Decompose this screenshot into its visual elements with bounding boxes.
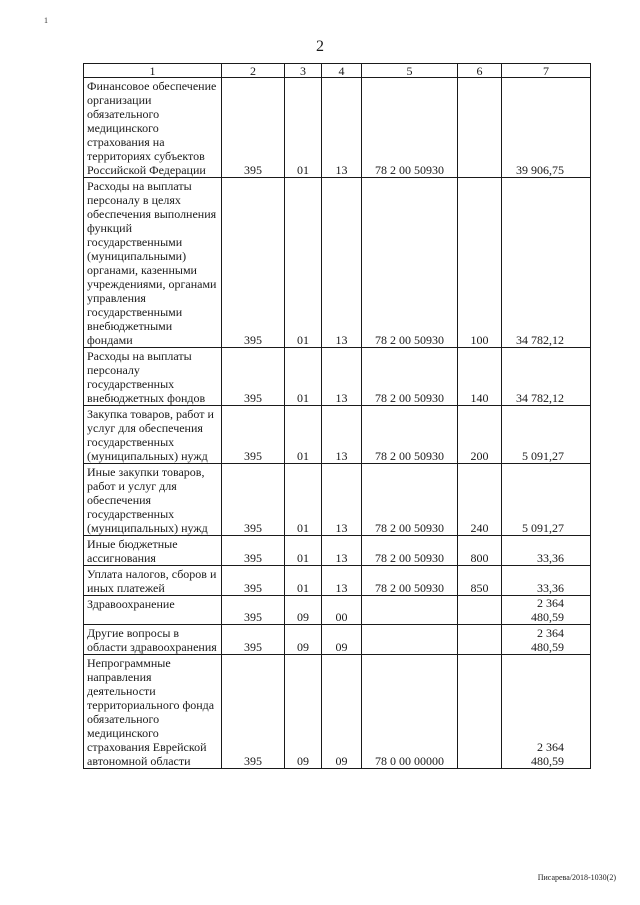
table-row: [84, 536, 591, 566]
expense-type-code: [458, 625, 502, 655]
admin-code: 395: [222, 536, 285, 566]
target-article-code: [362, 625, 458, 655]
amount: 34 782,12: [502, 178, 591, 348]
row-name: Расходы на выплаты персоналу государственных внебюджетных фондов: [84, 348, 222, 406]
table-row: [84, 406, 591, 464]
budget-table: [83, 63, 591, 769]
target-article-code: 78 0 00 00000: [362, 655, 458, 769]
target-article-code: 78 2 00 50930: [362, 536, 458, 566]
row-name: Иные закупки товаров, работ и услуг для обеспечения государственных (муниципальных) нужд: [84, 464, 222, 536]
corner-mark: 1: [44, 16, 48, 25]
expense-type-code: 200: [458, 406, 502, 464]
document-reference: Писарева/2018-1030(2): [537, 873, 616, 882]
expense-type-code: [458, 655, 502, 769]
target-article-code: 78 2 00 50930: [362, 348, 458, 406]
expense-type-code: 850: [458, 566, 502, 596]
admin-code: 395: [222, 348, 285, 406]
target-article-code: [362, 596, 458, 625]
section-code: 09: [285, 625, 322, 655]
amount: 5 091,27: [502, 464, 591, 536]
table-row: [84, 348, 591, 406]
column-header: 3: [285, 64, 322, 78]
amount: 39 906,75: [502, 78, 591, 178]
subsection-code: 13: [322, 536, 362, 566]
table-row: [84, 566, 591, 596]
column-header: 1: [84, 64, 222, 78]
amount: 5 091,27: [502, 406, 591, 464]
table-row: [84, 178, 591, 348]
row-name: Здравоохранение: [84, 596, 222, 625]
section-code: 01: [285, 536, 322, 566]
admin-code: 395: [222, 625, 285, 655]
expense-type-code: 100: [458, 178, 502, 348]
column-header: 2: [222, 64, 285, 78]
subsection-code: 13: [322, 178, 362, 348]
row-name: Непрограммные направления деятельности территориального фонда обязательного медицинского страхования Еврейской автономной области: [84, 655, 222, 769]
amount: 2 364 480,59: [502, 596, 591, 625]
target-article-code: 78 2 00 50930: [362, 406, 458, 464]
row-name: Иные бюджетные ассигнования: [84, 536, 222, 566]
admin-code: 395: [222, 596, 285, 625]
admin-code: 395: [222, 406, 285, 464]
section-code: 01: [285, 406, 322, 464]
row-name: Финансовое обеспечение организации обязательного медицинского страхования на территориях субъектов Российской Федерации: [84, 78, 222, 178]
page-number: 2: [316, 38, 324, 55]
row-name: Расходы на выплаты персоналу в целях обеспечения выполнения функций государственными (муниципальными) органами, казенными учреждениями, органами управления государственными внебюджетными фондами: [84, 178, 222, 348]
column-header: 4: [322, 64, 362, 78]
row-name: Другие вопросы в области здравоохранения: [84, 625, 222, 655]
table-row: [84, 464, 591, 536]
expense-type-code: [458, 78, 502, 178]
admin-code: 395: [222, 78, 285, 178]
section-code: 01: [285, 566, 322, 596]
subsection-code: 09: [322, 655, 362, 769]
amount: 33,36: [502, 536, 591, 566]
admin-code: 395: [222, 655, 285, 769]
target-article-code: 78 2 00 50930: [362, 178, 458, 348]
subsection-code: 00: [322, 596, 362, 625]
subsection-code: 13: [322, 566, 362, 596]
admin-code: 395: [222, 566, 285, 596]
subsection-code: 13: [322, 406, 362, 464]
section-code: 01: [285, 348, 322, 406]
amount: 33,36: [502, 566, 591, 596]
subsection-code: 13: [322, 78, 362, 178]
table-row: [84, 625, 591, 655]
section-code: 09: [285, 596, 322, 625]
row-name: Закупка товаров, работ и услуг для обеспечения государственных (муниципальных) нужд: [84, 406, 222, 464]
target-article-code: 78 2 00 50930: [362, 78, 458, 178]
target-article-code: 78 2 00 50930: [362, 464, 458, 536]
expense-type-code: 800: [458, 536, 502, 566]
section-code: 01: [285, 178, 322, 348]
amount: 34 782,12: [502, 348, 591, 406]
target-article-code: 78 2 00 50930: [362, 566, 458, 596]
amount: 2 364 480,59: [502, 625, 591, 655]
subsection-code: 13: [322, 348, 362, 406]
column-header: 7: [502, 64, 591, 78]
subsection-code: 09: [322, 625, 362, 655]
admin-code: 395: [222, 178, 285, 348]
column-number-row: [84, 64, 591, 78]
table-row: [84, 655, 591, 769]
section-code: 09: [285, 655, 322, 769]
expense-type-code: 140: [458, 348, 502, 406]
row-name: Уплата налогов, сборов и иных платежей: [84, 566, 222, 596]
amount: 2 364 480,59: [502, 655, 591, 769]
expense-type-code: 240: [458, 464, 502, 536]
expense-type-code: [458, 596, 502, 625]
column-header: 5: [362, 64, 458, 78]
section-code: 01: [285, 464, 322, 536]
table-row: [84, 78, 591, 178]
table-row: [84, 596, 591, 625]
column-header: 6: [458, 64, 502, 78]
admin-code: 395: [222, 464, 285, 536]
subsection-code: 13: [322, 464, 362, 536]
section-code: 01: [285, 78, 322, 178]
